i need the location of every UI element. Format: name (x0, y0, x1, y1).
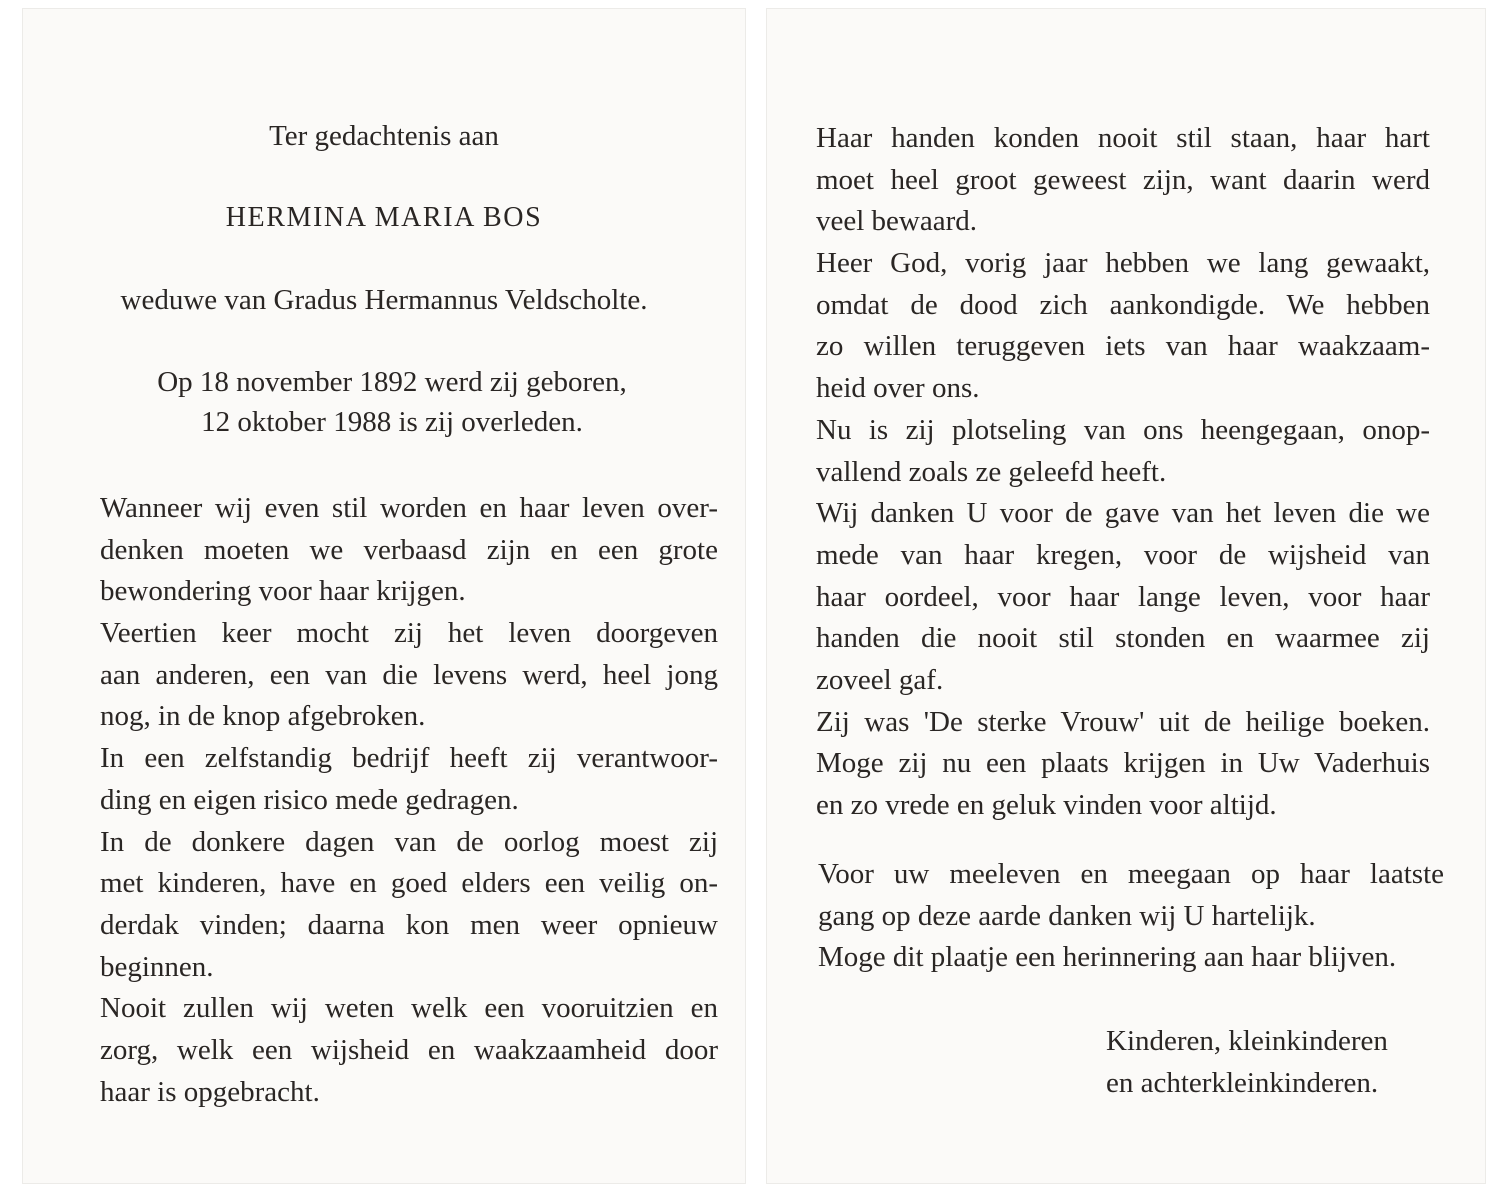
body-line: beginnen. (100, 950, 214, 983)
body-line: vallend zoals ze geleefd heeft. (816, 455, 1167, 488)
closing-text (818, 854, 1444, 979)
signature-line-2: en achterkleinkinderen. (1106, 1067, 1379, 1099)
body-line: omdat de dood zich aankondigde. We hebben (816, 288, 1430, 321)
body-line: Heer God, vorig jaar hebben we lang gewaakt, (816, 247, 1430, 280)
left-body-text (100, 488, 718, 1113)
body-line: denken moeten we verbaasd zijn en een grote (100, 533, 718, 566)
closing-line: Moge dit plaatje een herinnering aan haar blijven. (818, 941, 1397, 974)
closing-line: gang op deze aarde danken wij U hartelijk. (818, 899, 1316, 932)
body-line: zoveel gaf. (816, 663, 944, 696)
body-line: haar oordeel, voor haar lange leven, voor haar (816, 580, 1430, 613)
right-card-page (766, 8, 1486, 1184)
body-line: nog, in de knop afgebroken. (100, 700, 426, 733)
body-line: Wanneer wij even stil worden en haar leven over- (100, 492, 718, 524)
body-line: met kinderen, have en goed elders een veilig on- (100, 867, 718, 900)
body-line: moet heel groot geweest zijn, want daarin werd (816, 163, 1430, 196)
body-line: bewondering voor haar krijgen. (100, 575, 466, 608)
body-line: Veertien keer mocht zij het leven doorgeven (100, 617, 718, 650)
family-signature (1106, 1020, 1388, 1104)
body-line: zorg, welk een wijsheid en waakzaamheid door (100, 1033, 718, 1066)
birth-line: Op 18 november 1892 werd zij geboren, (157, 366, 627, 398)
body-line: zo willen teruggeven iets van haar waakzaam- (816, 330, 1430, 363)
body-line: mede van haar kregen, voor de wijsheid van (816, 538, 1430, 571)
body-line: Nu is zij plotseling van ons heengegaan, onop- (816, 413, 1430, 446)
body-line: aan anderen, een van die levens werd, heel jong (100, 658, 718, 691)
memorial-heading: Ter gedachtenis aan (269, 120, 499, 152)
body-line: In een zelfstandig bedrijf heeft zij verantwoor- (100, 742, 718, 775)
body-line: handen die nooit stil stonden en waarmee zij (816, 622, 1430, 655)
signature-line-1: Kinderen, kleinkinderen (1106, 1025, 1388, 1057)
left-card-page (22, 8, 746, 1184)
body-line: Nooit zullen wij weten welk een vooruitzien en (100, 992, 718, 1025)
spouse-line: weduwe van Gradus Hermannus Veldscholte. (120, 284, 648, 316)
body-line: veel bewaard. (816, 205, 978, 238)
body-line: Haar handen konden nooit stil staan, haar hart (816, 122, 1430, 154)
right-body-text (816, 118, 1430, 827)
death-line: 12 oktober 1988 is zij overleden. (201, 406, 583, 438)
body-line: Zij was 'De sterke Vrouw' uit de heilige boeken. (816, 705, 1430, 738)
body-line: heid over ons. (816, 372, 980, 405)
body-line: Moge zij nu een plaats krijgen in Uw Vaderhuis (816, 747, 1430, 780)
body-line: ding en eigen risico mede gedragen. (100, 783, 519, 816)
body-line: derdak vinden; daarna kon men weer opnieuw (100, 908, 718, 941)
body-line: haar is opgebracht. (100, 1075, 320, 1108)
body-line: en zo vrede en geluk vinden voor altijd. (816, 789, 1277, 821)
deceased-name: HERMINA MARIA BOS (225, 202, 543, 233)
closing-line: Voor uw meeleven en meegaan op haar laatste (818, 858, 1444, 890)
body-line: Wij danken U voor de gave van het leven die we (816, 497, 1430, 530)
body-line: In de donkere dagen van de oorlog moest zij (100, 825, 718, 858)
